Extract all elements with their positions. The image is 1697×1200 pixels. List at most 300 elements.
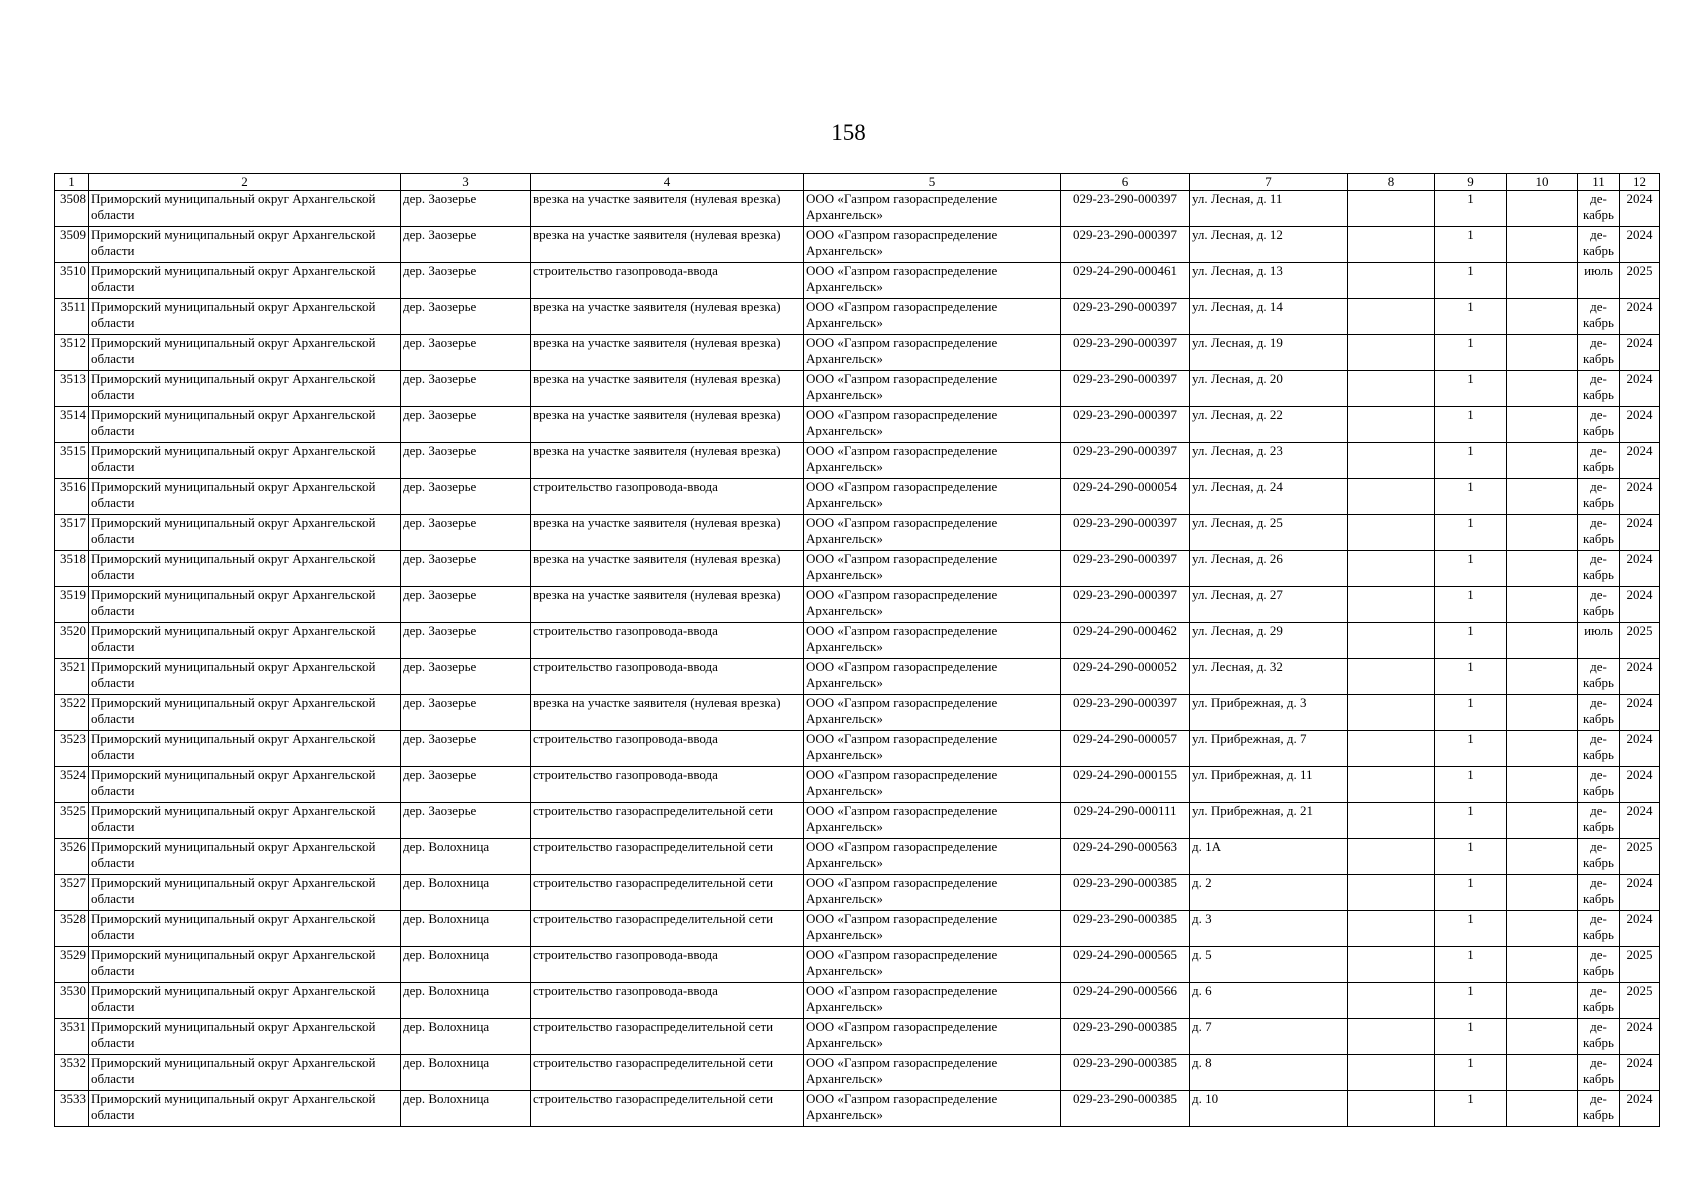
column-10-cell — [1507, 767, 1578, 803]
quantity-cell: 1 — [1435, 767, 1507, 803]
table-row — [55, 947, 1660, 983]
settlement-cell: дер. Заозерье — [401, 191, 531, 227]
work-type-cell: строительство газораспределительной сети — [531, 1091, 804, 1127]
application-code-cell: 029-23-290-000397 — [1061, 191, 1190, 227]
address-cell: ул. Прибрежная, д. 11 — [1190, 767, 1348, 803]
table-row — [55, 191, 1660, 227]
column-10-cell — [1507, 407, 1578, 443]
settlement-cell: дер. Волохница — [401, 1091, 531, 1127]
page-number: 158 — [831, 120, 866, 145]
work-type-cell: строительство газораспределительной сети — [531, 1055, 804, 1091]
district-cell: Приморский муниципальный округ Архангельской области — [89, 551, 401, 587]
column-header-1: 1 — [55, 174, 89, 191]
table-row — [55, 551, 1660, 587]
address-cell: д. 8 — [1190, 1055, 1348, 1091]
year-cell: 2024 — [1620, 479, 1660, 515]
column-8-cell — [1348, 191, 1435, 227]
row-number-cell: 3522 — [55, 695, 89, 731]
month-cell: де-кабрь — [1578, 839, 1620, 875]
address-cell: д. 7 — [1190, 1019, 1348, 1055]
district-cell: Приморский муниципальный округ Архангельской области — [89, 299, 401, 335]
column-10-cell — [1507, 587, 1578, 623]
column-header-5: 5 — [804, 174, 1061, 191]
district-cell: Приморский муниципальный округ Архангельской области — [89, 1055, 401, 1091]
quantity-cell: 1 — [1435, 263, 1507, 299]
table-row — [55, 839, 1660, 875]
work-type-cell: строительство газопровода-ввода — [531, 479, 804, 515]
work-type-cell: врезка на участке заявителя (нулевая врезка) — [531, 587, 804, 623]
table-row — [55, 731, 1660, 767]
quantity-cell: 1 — [1435, 443, 1507, 479]
application-code-cell: 029-23-290-000397 — [1061, 407, 1190, 443]
address-cell: д. 2 — [1190, 875, 1348, 911]
district-cell: Приморский муниципальный округ Архангельской области — [89, 695, 401, 731]
column-8-cell — [1348, 983, 1435, 1019]
address-cell: ул. Лесная, д. 27 — [1190, 587, 1348, 623]
table-row — [55, 587, 1660, 623]
work-type-cell: строительство газопровода-ввода — [531, 731, 804, 767]
work-type-cell: строительство газопровода-ввода — [531, 659, 804, 695]
year-cell: 2024 — [1620, 227, 1660, 263]
column-8-cell — [1348, 443, 1435, 479]
settlement-cell: дер. Волохница — [401, 947, 531, 983]
table-row — [55, 227, 1660, 263]
column-10-cell — [1507, 947, 1578, 983]
address-cell: д. 6 — [1190, 983, 1348, 1019]
application-code-cell: 029-23-290-000397 — [1061, 587, 1190, 623]
work-type-cell: врезка на участке заявителя (нулевая врезка) — [531, 299, 804, 335]
quantity-cell: 1 — [1435, 1055, 1507, 1091]
year-cell: 2025 — [1620, 983, 1660, 1019]
organization-cell: ООО «Газпром газораспределение Архангельск» — [804, 407, 1061, 443]
work-type-cell: строительство газопровода-ввода — [531, 983, 804, 1019]
district-cell: Приморский муниципальный округ Архангельской области — [89, 803, 401, 839]
district-cell: Приморский муниципальный округ Архангельской области — [89, 263, 401, 299]
column-10-cell — [1507, 695, 1578, 731]
address-cell: ул. Лесная, д. 19 — [1190, 335, 1348, 371]
month-cell: де-кабрь — [1578, 227, 1620, 263]
settlement-cell: дер. Заозерье — [401, 299, 531, 335]
year-cell: 2024 — [1620, 1091, 1660, 1127]
district-cell: Приморский муниципальный округ Архангельской области — [89, 371, 401, 407]
row-number-cell: 3530 — [55, 983, 89, 1019]
address-cell: д. 5 — [1190, 947, 1348, 983]
column-header-4: 4 — [531, 174, 804, 191]
work-type-cell: врезка на участке заявителя (нулевая врезка) — [531, 515, 804, 551]
organization-cell: ООО «Газпром газораспределение Архангельск» — [804, 515, 1061, 551]
row-number-cell: 3512 — [55, 335, 89, 371]
month-cell: де-кабрь — [1578, 1019, 1620, 1055]
row-number-cell: 3532 — [55, 1055, 89, 1091]
table-row — [55, 1019, 1660, 1055]
table-row — [55, 875, 1660, 911]
address-cell: ул. Лесная, д. 13 — [1190, 263, 1348, 299]
row-number-cell: 3526 — [55, 839, 89, 875]
row-number-cell: 3528 — [55, 911, 89, 947]
address-cell: ул. Лесная, д. 26 — [1190, 551, 1348, 587]
table-row — [55, 299, 1660, 335]
year-cell: 2024 — [1620, 443, 1660, 479]
application-code-cell: 029-24-290-000052 — [1061, 659, 1190, 695]
settlement-cell: дер. Заозерье — [401, 371, 531, 407]
row-number-cell: 3514 — [55, 407, 89, 443]
column-8-cell — [1348, 947, 1435, 983]
column-8-cell — [1348, 1055, 1435, 1091]
district-cell: Приморский муниципальный округ Архангельской области — [89, 911, 401, 947]
organization-cell: ООО «Газпром газораспределение Архангельск» — [804, 371, 1061, 407]
quantity-cell: 1 — [1435, 875, 1507, 911]
settlement-cell: дер. Заозерье — [401, 767, 531, 803]
quantity-cell: 1 — [1435, 299, 1507, 335]
district-cell: Приморский муниципальный округ Архангельской области — [89, 587, 401, 623]
district-cell: Приморский муниципальный округ Архангельской области — [89, 335, 401, 371]
year-cell: 2025 — [1620, 263, 1660, 299]
application-code-cell: 029-24-290-000155 — [1061, 767, 1190, 803]
month-cell: де-кабрь — [1578, 875, 1620, 911]
organization-cell: ООО «Газпром газораспределение Архангельск» — [804, 659, 1061, 695]
year-cell: 2024 — [1620, 191, 1660, 227]
row-number-cell: 3519 — [55, 587, 89, 623]
settlement-cell: дер. Волохница — [401, 983, 531, 1019]
column-8-cell — [1348, 803, 1435, 839]
column-header-8: 8 — [1348, 174, 1435, 191]
row-number-cell: 3511 — [55, 299, 89, 335]
application-code-cell: 029-23-290-000385 — [1061, 875, 1190, 911]
row-number-cell: 3509 — [55, 227, 89, 263]
table-row — [55, 911, 1660, 947]
table-row — [55, 1055, 1660, 1091]
row-number-cell: 3524 — [55, 767, 89, 803]
quantity-cell: 1 — [1435, 191, 1507, 227]
district-cell: Приморский муниципальный округ Архангельской области — [89, 659, 401, 695]
column-8-cell — [1348, 1019, 1435, 1055]
settlement-cell: дер. Заозерье — [401, 551, 531, 587]
table-row — [55, 335, 1660, 371]
work-type-cell: строительство газопровода-ввода — [531, 947, 804, 983]
column-10-cell — [1507, 803, 1578, 839]
settlement-cell: дер. Заозерье — [401, 803, 531, 839]
table-row — [55, 659, 1660, 695]
column-10-cell — [1507, 1091, 1578, 1127]
district-cell: Приморский муниципальный округ Архангельской области — [89, 1091, 401, 1127]
quantity-cell: 1 — [1435, 659, 1507, 695]
organization-cell: ООО «Газпром газораспределение Архангельск» — [804, 1019, 1061, 1055]
settlement-cell: дер. Волохница — [401, 1055, 531, 1091]
quantity-cell: 1 — [1435, 371, 1507, 407]
column-10-cell — [1507, 335, 1578, 371]
address-cell: ул. Лесная, д. 29 — [1190, 623, 1348, 659]
work-type-cell: врезка на участке заявителя (нулевая врезка) — [531, 371, 804, 407]
application-code-cell: 029-24-290-000054 — [1061, 479, 1190, 515]
organization-cell: ООО «Газпром газораспределение Архангельск» — [804, 299, 1061, 335]
row-number-cell: 3517 — [55, 515, 89, 551]
table-row — [55, 1091, 1660, 1127]
column-10-cell — [1507, 983, 1578, 1019]
quantity-cell: 1 — [1435, 479, 1507, 515]
district-cell: Приморский муниципальный округ Архангельской области — [89, 1019, 401, 1055]
row-number-cell: 3531 — [55, 1019, 89, 1055]
organization-cell: ООО «Газпром газораспределение Архангельск» — [804, 335, 1061, 371]
table-row — [55, 803, 1660, 839]
application-code-cell: 029-23-290-000385 — [1061, 1091, 1190, 1127]
row-number-cell: 3515 — [55, 443, 89, 479]
application-code-cell: 029-23-290-000385 — [1061, 911, 1190, 947]
district-cell: Приморский муниципальный округ Архангельской области — [89, 443, 401, 479]
column-10-cell — [1507, 263, 1578, 299]
settlement-cell: дер. Заозерье — [401, 659, 531, 695]
work-type-cell: строительство газораспределительной сети — [531, 875, 804, 911]
table-row — [55, 443, 1660, 479]
row-number-cell: 3533 — [55, 1091, 89, 1127]
settlement-cell: дер. Заозерье — [401, 407, 531, 443]
work-type-cell: врезка на участке заявителя (нулевая врезка) — [531, 335, 804, 371]
organization-cell: ООО «Газпром газораспределение Архангельск» — [804, 839, 1061, 875]
year-cell: 2024 — [1620, 587, 1660, 623]
organization-cell: ООО «Газпром газораспределение Архангельск» — [804, 1091, 1061, 1127]
organization-cell: ООО «Газпром газораспределение Архангельск» — [804, 911, 1061, 947]
district-cell: Приморский муниципальный округ Архангельской области — [89, 731, 401, 767]
quantity-cell: 1 — [1435, 803, 1507, 839]
application-code-cell: 029-23-290-000397 — [1061, 227, 1190, 263]
year-cell: 2025 — [1620, 623, 1660, 659]
column-10-cell — [1507, 191, 1578, 227]
column-header-12: 12 — [1620, 174, 1660, 191]
work-type-cell: врезка на участке заявителя (нулевая врезка) — [531, 551, 804, 587]
column-8-cell — [1348, 335, 1435, 371]
address-cell: ул. Прибрежная, д. 21 — [1190, 803, 1348, 839]
organization-cell: ООО «Газпром газораспределение Архангельск» — [804, 191, 1061, 227]
month-cell: де-кабрь — [1578, 191, 1620, 227]
application-code-cell: 029-24-290-000563 — [1061, 839, 1190, 875]
column-8-cell — [1348, 479, 1435, 515]
address-cell: ул. Лесная, д. 22 — [1190, 407, 1348, 443]
column-10-cell — [1507, 875, 1578, 911]
year-cell: 2024 — [1620, 803, 1660, 839]
column-header-9: 9 — [1435, 174, 1507, 191]
month-cell: де-кабрь — [1578, 551, 1620, 587]
application-code-cell: 029-24-290-000111 — [1061, 803, 1190, 839]
month-cell: июль — [1578, 623, 1620, 659]
quantity-cell: 1 — [1435, 335, 1507, 371]
organization-cell: ООО «Газпром газораспределение Архангельск» — [804, 587, 1061, 623]
district-cell: Приморский муниципальный округ Архангельской области — [89, 479, 401, 515]
table-row — [55, 371, 1660, 407]
row-number-cell: 3525 — [55, 803, 89, 839]
organization-cell: ООО «Газпром газораспределение Архангельск» — [804, 875, 1061, 911]
row-number-cell: 3508 — [55, 191, 89, 227]
quantity-cell: 1 — [1435, 731, 1507, 767]
year-cell: 2024 — [1620, 335, 1660, 371]
year-cell: 2024 — [1620, 371, 1660, 407]
month-cell: де-кабрь — [1578, 767, 1620, 803]
address-cell: ул. Лесная, д. 32 — [1190, 659, 1348, 695]
month-cell: де-кабрь — [1578, 803, 1620, 839]
address-cell: ул. Лесная, д. 12 — [1190, 227, 1348, 263]
column-10-cell — [1507, 623, 1578, 659]
column-8-cell — [1348, 371, 1435, 407]
column-8-cell — [1348, 659, 1435, 695]
organization-cell: ООО «Газпром газораспределение Архангельск» — [804, 767, 1061, 803]
column-8-cell — [1348, 587, 1435, 623]
column-8-cell — [1348, 839, 1435, 875]
table-row — [55, 407, 1660, 443]
column-10-cell — [1507, 731, 1578, 767]
row-number-cell: 3516 — [55, 479, 89, 515]
settlement-cell: дер. Заозерье — [401, 227, 531, 263]
organization-cell: ООО «Газпром газораспределение Архангельск» — [804, 695, 1061, 731]
work-type-cell: строительство газопровода-ввода — [531, 263, 804, 299]
column-8-cell — [1348, 227, 1435, 263]
settlement-cell: дер. Волохница — [401, 875, 531, 911]
quantity-cell: 1 — [1435, 515, 1507, 551]
row-number-cell: 3527 — [55, 875, 89, 911]
row-number-cell: 3520 — [55, 623, 89, 659]
organization-cell: ООО «Газпром газораспределение Архангельск» — [804, 623, 1061, 659]
month-cell: де-кабрь — [1578, 1055, 1620, 1091]
row-number-cell: 3518 — [55, 551, 89, 587]
table-row — [55, 263, 1660, 299]
work-type-cell: строительство газораспределительной сети — [531, 839, 804, 875]
month-cell: де-кабрь — [1578, 695, 1620, 731]
address-cell: ул. Прибрежная, д. 7 — [1190, 731, 1348, 767]
work-type-cell: врезка на участке заявителя (нулевая врезка) — [531, 443, 804, 479]
address-cell: ул. Лесная, д. 20 — [1190, 371, 1348, 407]
year-cell: 2024 — [1620, 767, 1660, 803]
work-type-cell: врезка на участке заявителя (нулевая врезка) — [531, 191, 804, 227]
year-cell: 2024 — [1620, 659, 1660, 695]
application-code-cell: 029-23-290-000397 — [1061, 299, 1190, 335]
row-number-cell: 3523 — [55, 731, 89, 767]
column-10-cell — [1507, 1019, 1578, 1055]
settlement-cell: дер. Заозерье — [401, 515, 531, 551]
quantity-cell: 1 — [1435, 911, 1507, 947]
work-type-cell: врезка на участке заявителя (нулевая врезка) — [531, 407, 804, 443]
year-cell: 2024 — [1620, 731, 1660, 767]
work-type-cell: врезка на участке заявителя (нулевая врезка) — [531, 695, 804, 731]
organization-cell: ООО «Газпром газораспределение Архангельск» — [804, 731, 1061, 767]
address-cell: ул. Лесная, д. 14 — [1190, 299, 1348, 335]
month-cell: де-кабрь — [1578, 443, 1620, 479]
month-cell: де-кабрь — [1578, 947, 1620, 983]
district-cell: Приморский муниципальный округ Архангельской области — [89, 983, 401, 1019]
column-10-cell — [1507, 911, 1578, 947]
settlement-cell: дер. Заозерье — [401, 623, 531, 659]
quantity-cell: 1 — [1435, 947, 1507, 983]
year-cell: 2024 — [1620, 875, 1660, 911]
column-10-cell — [1507, 1055, 1578, 1091]
column-10-cell — [1507, 227, 1578, 263]
column-header-11: 11 — [1578, 174, 1620, 191]
table-row — [55, 695, 1660, 731]
column-header-10: 10 — [1507, 174, 1578, 191]
application-code-cell: 029-24-290-000462 — [1061, 623, 1190, 659]
month-cell: де-кабрь — [1578, 1091, 1620, 1127]
address-cell: д. 3 — [1190, 911, 1348, 947]
settlement-cell: дер. Заозерье — [401, 587, 531, 623]
column-8-cell — [1348, 731, 1435, 767]
month-cell: де-кабрь — [1578, 983, 1620, 1019]
column-8-cell — [1348, 695, 1435, 731]
organization-cell: ООО «Газпром газораспределение Архангельск» — [804, 443, 1061, 479]
year-cell: 2024 — [1620, 515, 1660, 551]
month-cell: де-кабрь — [1578, 587, 1620, 623]
address-cell: ул. Лесная, д. 23 — [1190, 443, 1348, 479]
application-code-cell: 029-23-290-000397 — [1061, 551, 1190, 587]
row-number-cell: 3521 — [55, 659, 89, 695]
work-type-cell: строительство газопровода-ввода — [531, 623, 804, 659]
column-8-cell — [1348, 407, 1435, 443]
organization-cell: ООО «Газпром газораспределение Архангельск» — [804, 551, 1061, 587]
column-10-cell — [1507, 443, 1578, 479]
organization-cell: ООО «Газпром газораспределение Архангельск» — [804, 479, 1061, 515]
application-code-cell: 029-23-290-000397 — [1061, 515, 1190, 551]
column-8-cell — [1348, 911, 1435, 947]
column-8-cell — [1348, 551, 1435, 587]
year-cell: 2024 — [1620, 299, 1660, 335]
organization-cell: ООО «Газпром газораспределение Архангельск» — [804, 1055, 1061, 1091]
settlement-cell: дер. Заозерье — [401, 335, 531, 371]
table-header — [55, 174, 1660, 191]
table-row — [55, 767, 1660, 803]
column-header-6: 6 — [1061, 174, 1190, 191]
column-10-cell — [1507, 371, 1578, 407]
settlement-cell: дер. Заозерье — [401, 695, 531, 731]
organization-cell: ООО «Газпром газораспределение Архангельск» — [804, 227, 1061, 263]
address-cell: ул. Прибрежная, д. 3 — [1190, 695, 1348, 731]
quantity-cell: 1 — [1435, 839, 1507, 875]
table-row — [55, 479, 1660, 515]
column-10-cell — [1507, 515, 1578, 551]
application-code-cell: 029-23-290-000397 — [1061, 695, 1190, 731]
header-row — [55, 174, 1660, 191]
year-cell: 2024 — [1620, 551, 1660, 587]
address-cell: д. 1А — [1190, 839, 1348, 875]
application-code-cell: 029-23-290-000397 — [1061, 443, 1190, 479]
application-code-cell: 029-24-290-000461 — [1061, 263, 1190, 299]
application-code-cell: 029-24-290-000565 — [1061, 947, 1190, 983]
application-code-cell: 029-24-290-000566 — [1061, 983, 1190, 1019]
table-row — [55, 623, 1660, 659]
district-cell: Приморский муниципальный округ Архангельской области — [89, 839, 401, 875]
work-type-cell: врезка на участке заявителя (нулевая врезка) — [531, 227, 804, 263]
column-10-cell — [1507, 299, 1578, 335]
settlement-cell: дер. Волохница — [401, 911, 531, 947]
year-cell: 2024 — [1620, 1055, 1660, 1091]
application-code-cell: 029-24-290-000057 — [1061, 731, 1190, 767]
register-table — [54, 173, 1660, 1127]
organization-cell: ООО «Газпром газораспределение Архангельск» — [804, 803, 1061, 839]
quantity-cell: 1 — [1435, 407, 1507, 443]
work-type-cell: строительство газораспределительной сети — [531, 1019, 804, 1055]
district-cell: Приморский муниципальный округ Архангельской области — [89, 875, 401, 911]
column-8-cell — [1348, 875, 1435, 911]
application-code-cell: 029-23-290-000397 — [1061, 335, 1190, 371]
row-number-cell: 3510 — [55, 263, 89, 299]
row-number-cell: 3529 — [55, 947, 89, 983]
column-8-cell — [1348, 263, 1435, 299]
quantity-cell: 1 — [1435, 227, 1507, 263]
month-cell: де-кабрь — [1578, 659, 1620, 695]
address-cell: ул. Лесная, д. 24 — [1190, 479, 1348, 515]
quantity-cell: 1 — [1435, 551, 1507, 587]
month-cell: де-кабрь — [1578, 479, 1620, 515]
column-10-cell — [1507, 839, 1578, 875]
row-number-cell: 3513 — [55, 371, 89, 407]
application-code-cell: 029-23-290-000385 — [1061, 1019, 1190, 1055]
year-cell: 2024 — [1620, 1019, 1660, 1055]
table-body — [55, 191, 1660, 1127]
table-row — [55, 983, 1660, 1019]
